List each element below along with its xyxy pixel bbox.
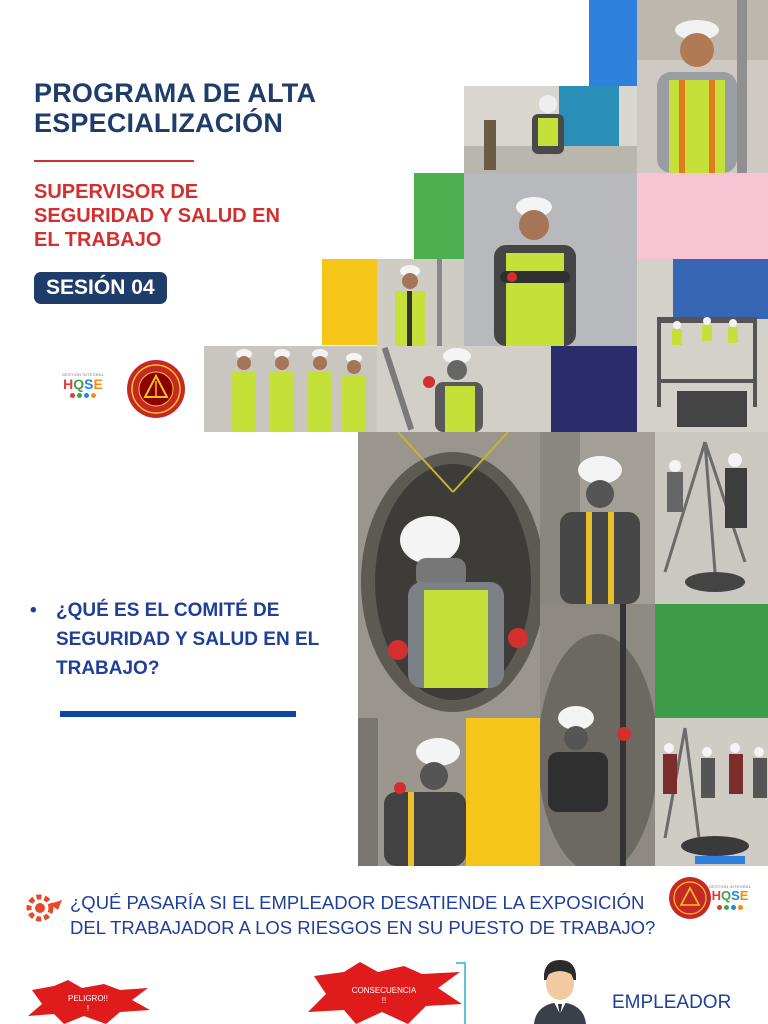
hqse-logo-small — [706, 884, 754, 914]
course-title-line2: SEGURIDAD Y SALUD EN — [34, 205, 280, 227]
photo-respirator-worker — [540, 432, 655, 604]
connector-bracket — [456, 962, 466, 1024]
peligro-label — [24, 994, 152, 1014]
title-divider — [34, 160, 194, 162]
course-title — [34, 180, 364, 252]
green-accent-block — [414, 173, 464, 259]
hqse-dots-small-icon — [706, 905, 754, 910]
employer-avatar-icon — [532, 958, 588, 1024]
main-question-line3: TRABAJO? — [56, 658, 160, 679]
main-question — [30, 596, 345, 683]
peligro-burst — [24, 980, 152, 1024]
hqse-caption: GESTIÓN INTEGRAL — [61, 372, 105, 377]
yellow-accent-block-lower — [466, 718, 540, 866]
bottom-question — [70, 890, 670, 940]
pink-accent-block — [637, 173, 768, 259]
hqse-word: HQSE — [63, 376, 103, 392]
blue-accent-block — [589, 0, 637, 86]
bullet-marker: • — [30, 600, 37, 621]
cip-seal-icon — [126, 359, 186, 419]
peligro-line2: ! — [86, 1004, 90, 1013]
photo-worker-closeup — [358, 718, 466, 866]
program-title-line1: PROGRAMA DE ALTA — [34, 78, 317, 108]
program-title-line2: ESPECIALIZACIÓN — [34, 108, 284, 138]
consecuencia-label — [304, 986, 464, 1006]
photo-woman-harness — [464, 173, 637, 346]
photo-worker-blue-shelter — [464, 86, 637, 173]
photo-shaft-view — [540, 604, 655, 866]
photo-scaffold-crew — [637, 259, 768, 432]
yellow-accent-block — [322, 259, 377, 345]
course-title-line1: SUPERVISOR DE — [34, 181, 199, 203]
hqse-caption-small: GESTIÓN INTEGRAL — [708, 884, 752, 889]
bottom-question-line1: ¿QUÉ PASARÍA SI EL EMPLEADOR DESATIENDE LA EXPOSICIÓN — [70, 892, 645, 913]
photo-worker-ladder — [377, 346, 551, 432]
photo-group-manhole — [655, 718, 768, 866]
photo-manhole-descent — [358, 432, 540, 718]
main-question-line1: ¿QUÉ ES EL COMITÉ DE — [56, 600, 280, 621]
photo-women-team — [204, 346, 377, 432]
main-question-line2: SEGURIDAD Y SALUD EN EL — [56, 629, 320, 650]
course-title-line3: EL TRABAJO — [34, 229, 162, 251]
hqse-dots-icon — [58, 393, 108, 398]
consecuencia-line1: CONSECUENCIA — [351, 986, 417, 995]
photo-worker-glasses — [637, 0, 768, 173]
hqse-logo — [58, 372, 108, 406]
session-badge: SESIÓN 04 — [34, 272, 167, 304]
question-underline — [60, 711, 296, 717]
consecuencia-line2: !! — [381, 996, 387, 1005]
peligro-line1: PELIGRO!! — [67, 994, 108, 1003]
navy-accent-block — [551, 346, 637, 432]
gear-warning-icon — [20, 890, 64, 926]
employer-label: EMPLEADOR — [612, 992, 732, 1013]
dark-green-accent-block — [655, 604, 768, 718]
bottom-question-line2: DEL TRABAJADOR A LOS RIESGOS EN SU PUESTO DE TRABAJO? — [70, 917, 656, 938]
hqse-word-small: HQSE — [711, 888, 749, 903]
consecuencia-burst — [304, 962, 464, 1024]
photo-tripod-rescue — [655, 432, 768, 604]
program-title — [34, 78, 364, 138]
photo-worker-pole — [377, 259, 464, 346]
